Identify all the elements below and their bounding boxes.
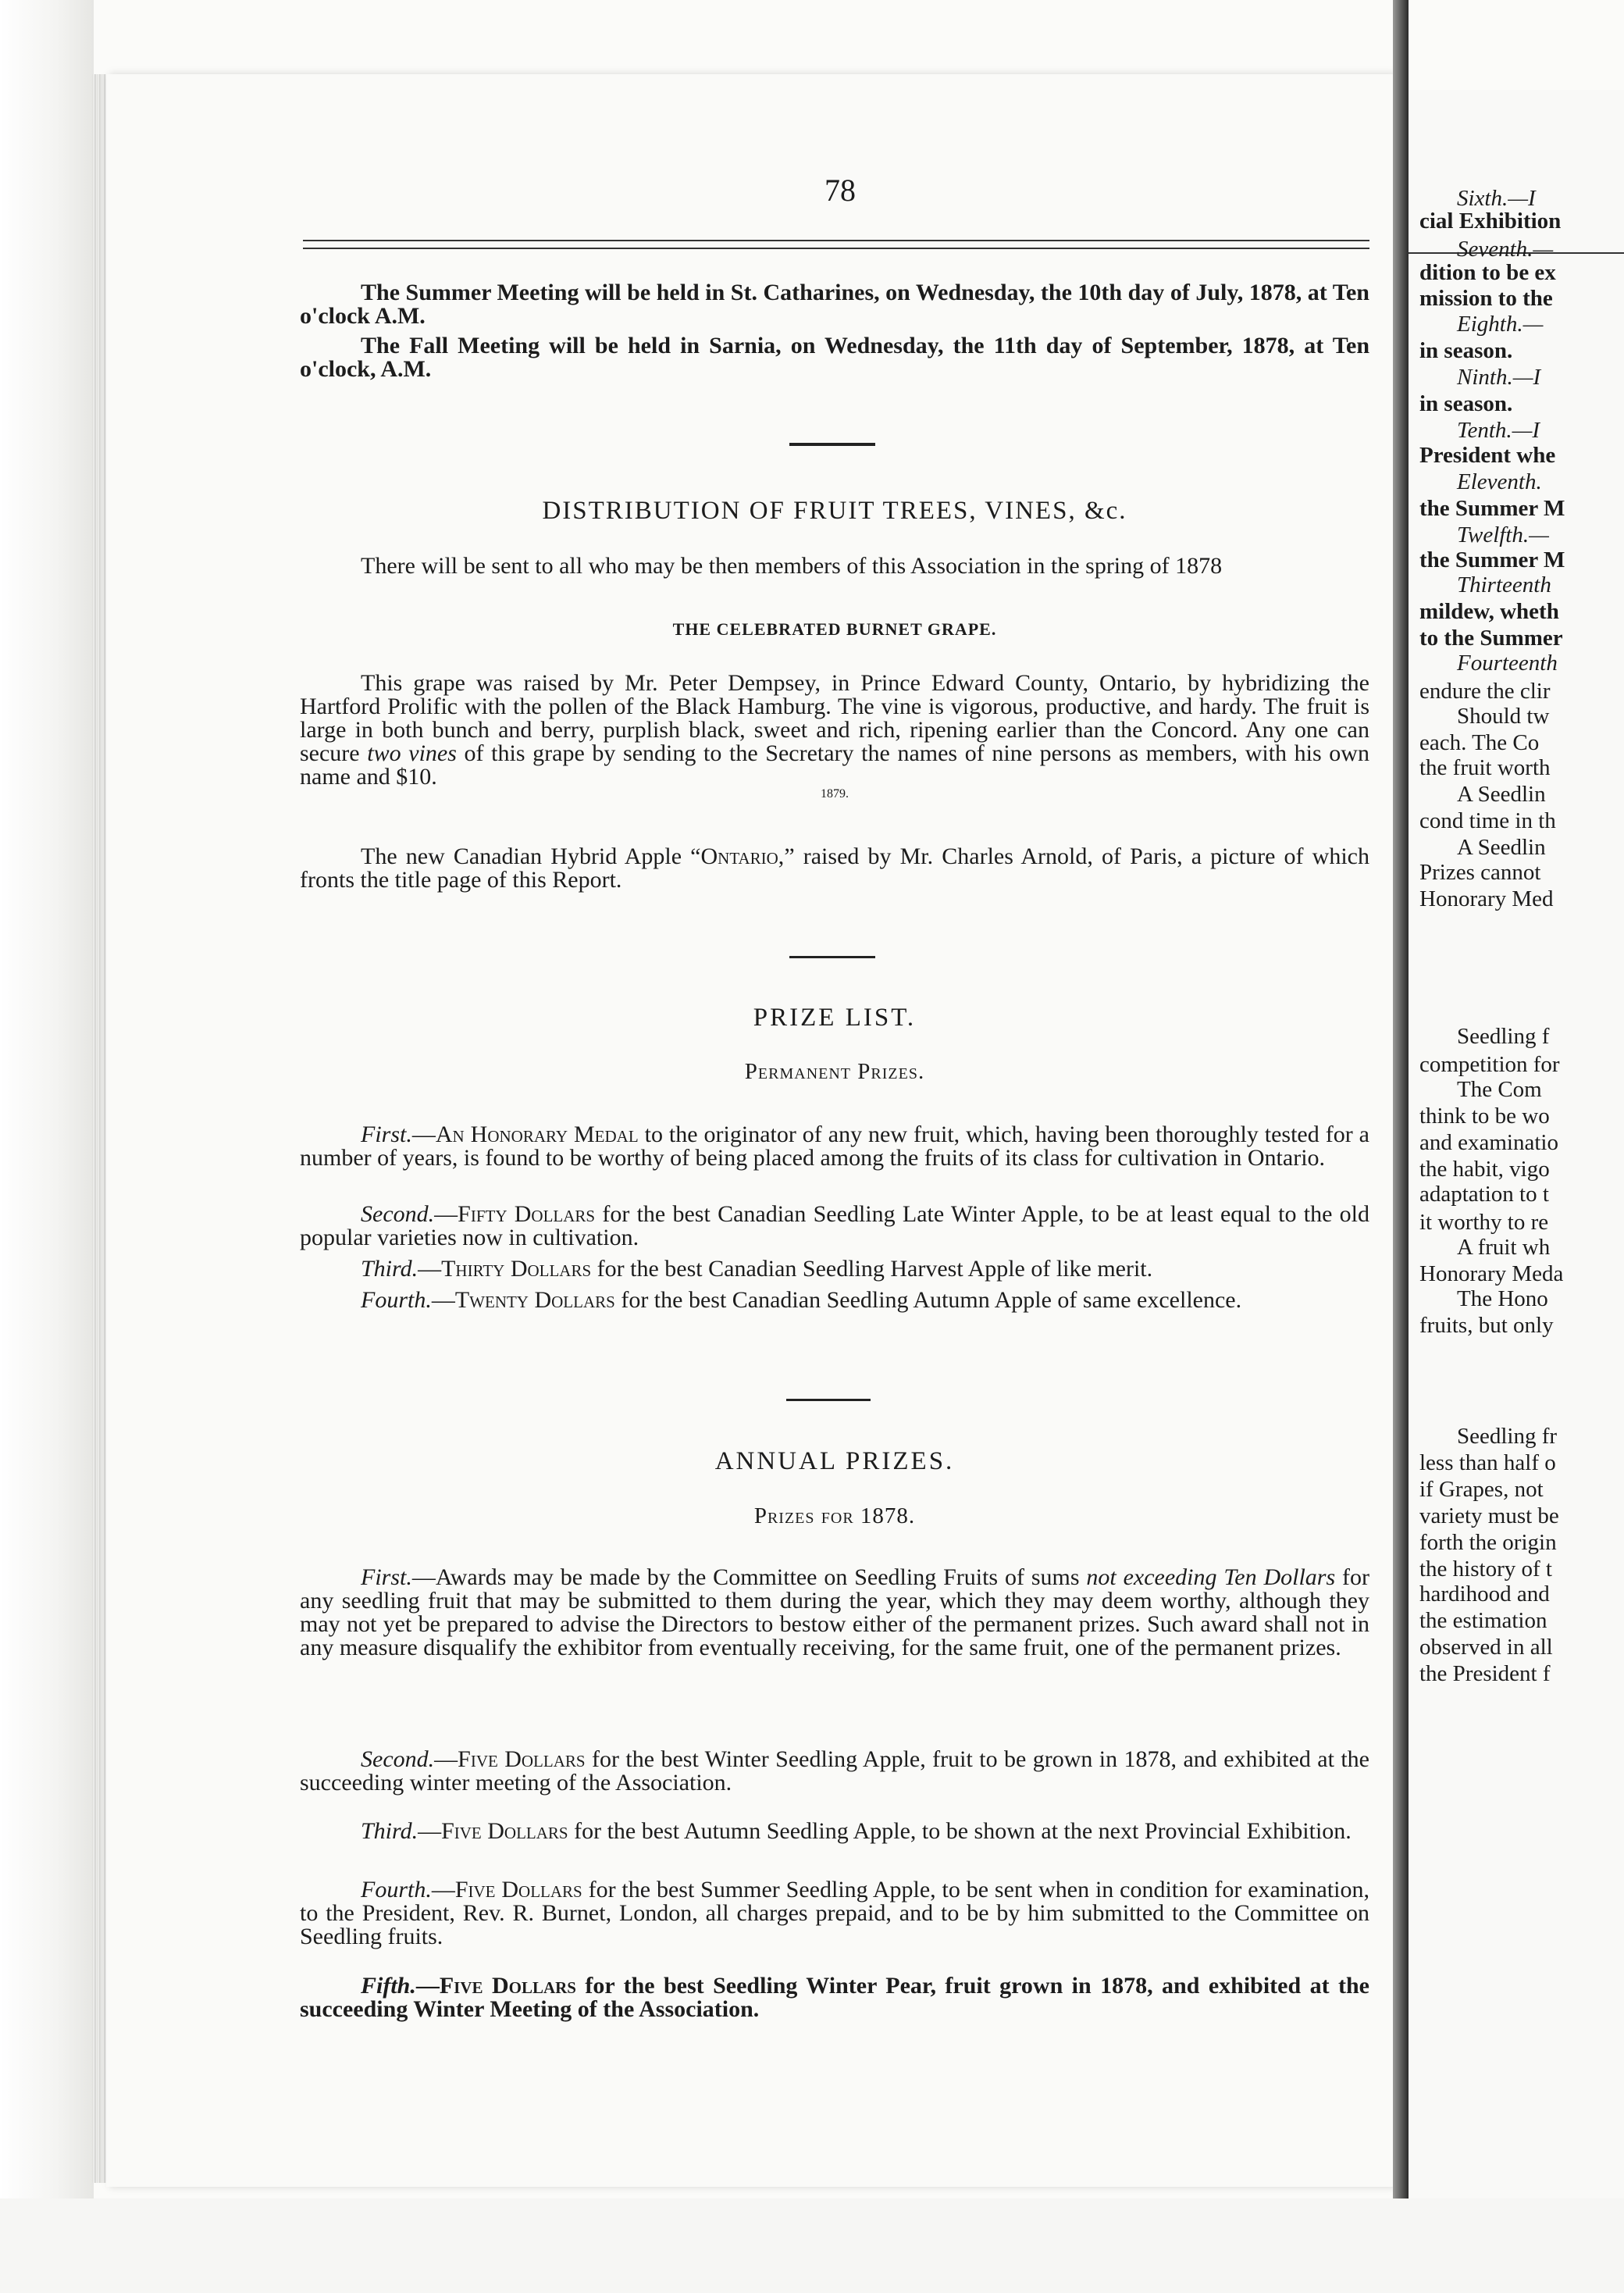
fall-meeting-notice: The Fall Meeting will be held in Sarnia, on Wednesday, the 11th day of September, 1878, at Ten o'clock, A.M. — [300, 333, 1369, 382]
next-page-line: think to be wo — [1419, 1104, 1550, 1129]
burnet-grape-description: This grape was raised by Mr. Peter Dempsey, in Prince Edward County, Ontario, by hybridizing the Hartford Prolific with the pollen of the Black Hamburg. The vine is vigorous, productive, and hardy. The fruit is large in both bunch and berry, purplish black, sweet and rich, ripening earlier than the Concord. Any one can secure two vines of this grape by sending to the Secretary the names of nine persons as members, with his own name and $10. — [300, 670, 1369, 790]
next-page-line: Sixth.—I — [1457, 186, 1536, 211]
next-page-line: if Grapes, not — [1419, 1477, 1544, 1502]
next-page-line: President whe — [1419, 443, 1556, 468]
next-page-line: competition for — [1419, 1052, 1560, 1077]
annual-prize-third: Third.—Five Dollars for the best Autumn Seedling Apple, to be shown at the next Provincial Exhibition. — [361, 1818, 1352, 1844]
next-page-line: cial Exhibition — [1419, 209, 1562, 234]
next-page-line: Eighth.— — [1457, 312, 1544, 337]
next-page-line: the President f — [1419, 1661, 1551, 1686]
book-page-edges — [92, 74, 106, 2183]
annual-prize-second: Second.—Five Dollars for the best Winter Seedling Apple, fruit to be grown in 1878, and exhibited at the succeeding winter meeting of the Association. — [300, 1746, 1369, 1796]
next-page-line: the habit, vigo — [1419, 1157, 1550, 1182]
next-page-line: Prizes cannot — [1419, 860, 1541, 885]
annual-prize-first: First.—Awards may be made by the Committee on Seedling Fruits of sums not exceeding Ten Dollars for any seedling fruit that may be submitted to them during the year, which they may deem worthy, although they may not yet be prepared to advise the Directors to bestow either of the permanent prizes. Such award shall not in any measure disqualify the exhibitor from eventually receiving, for the same fruit, one of the permanent prizes. — [300, 1564, 1370, 1660]
next-page-line: it worthy to re — [1419, 1210, 1549, 1235]
next-page-line: cond time in th — [1419, 808, 1556, 833]
next-page-line: Twelfth.— — [1457, 522, 1549, 547]
scan-bottom-margin — [0, 2198, 1624, 2293]
book-gutter — [1393, 0, 1409, 2293]
next-page-line: the history of t — [1419, 1557, 1552, 1582]
next-page-line: observed in all — [1419, 1635, 1553, 1660]
section-divider — [789, 956, 875, 958]
summer-meeting-notice: The Summer Meeting will be held in St. Catharines, on Wednesday, the 10th day of July, 1878, at Ten o'clock A.M. — [300, 280, 1369, 329]
permanent-prize-fourth: Fourth.—Twenty Dollars for the best Canadian Seedling Autumn Apple of same excellence. — [361, 1287, 1242, 1313]
next-page-line: in season. — [1419, 338, 1513, 363]
next-page-line: Tenth.—I — [1457, 418, 1540, 443]
prizes-1878-heading: Prizes for 1878. — [753, 1503, 916, 1528]
year-1879: 1879. — [821, 787, 849, 801]
permanent-prize-third: Third.—Thirty Dollars for the best Canadian Seedling Harvest Apple of like merit. — [361, 1256, 1153, 1282]
next-page-line: each. The Co — [1419, 730, 1540, 755]
annual-prizes-heading: ANNUAL PRIZES. — [714, 1447, 955, 1475]
next-page-line: Honorary Meda — [1419, 1261, 1564, 1286]
next-page-line: the Summer M — [1419, 547, 1565, 572]
next-page-line: variety must be — [1419, 1503, 1559, 1528]
next-page-line: the Summer M — [1419, 496, 1565, 521]
next-page-line: in season. — [1419, 391, 1513, 416]
section-divider — [786, 1399, 871, 1401]
next-page-line: Seedling fr — [1457, 1424, 1558, 1449]
next-page-line: forth the origin — [1419, 1530, 1557, 1555]
next-page-line: Eleventh. — [1457, 469, 1542, 494]
next-page-line: The Com — [1457, 1077, 1542, 1102]
section-divider — [789, 443, 875, 446]
next-page-line: fruits, but only — [1419, 1313, 1554, 1338]
permanent-prizes-heading: Permanent Prizes. — [744, 1059, 925, 1084]
next-page-line: and examinatio — [1419, 1130, 1558, 1155]
next-page-line: less than half o — [1419, 1450, 1556, 1475]
next-page-line: adaptation to t — [1419, 1182, 1549, 1207]
burnet-grape-heading: THE CELEBRATED BURNET GRAPE. — [672, 619, 997, 639]
next-page-fragment — [1409, 90, 1624, 2198]
next-page-line: the estimation — [1419, 1608, 1547, 1633]
next-page-line: the fruit worth — [1419, 755, 1551, 780]
next-page-line: mildew, wheth — [1419, 599, 1559, 624]
next-page-line: A Seedlin — [1457, 835, 1546, 860]
next-page-line: mission to the — [1419, 286, 1553, 311]
next-page-line: Seedling f — [1457, 1024, 1550, 1049]
next-page-line: A fruit wh — [1457, 1235, 1551, 1260]
next-page-line: The Hono — [1457, 1286, 1548, 1311]
permanent-prize-second: Second.—Fifty Dollars for the best Canadian Seedling Late Winter Apple, to be at least equal to the old popular varieties now in cultivation. — [300, 1201, 1370, 1250]
next-page-line: Honorary Med — [1419, 886, 1554, 911]
next-page-line: Seventh.— — [1457, 237, 1554, 262]
next-page-line: hardihood and — [1419, 1582, 1550, 1607]
prize-list-heading: PRIZE LIST. — [753, 1004, 917, 1032]
permanent-prize-first: First.—An Honorary Medal to the originator of any new fruit, which, having been thoroughly tested for a number of years, is found to be worthy of being placed among the fruits of its class for cultivation in Ontario. — [300, 1122, 1369, 1171]
annual-prize-fifth: Fifth.—Five Dollars for the best Seedling Winter Pear, fruit grown in 1878, and exhibited at the succeeding Winter Meeting of the Association. — [300, 1973, 1369, 2022]
distribution-intro: There will be sent to all who may be then members of this Association in the spring of 1878 — [361, 553, 1223, 579]
next-page-line: endure the clir — [1419, 679, 1551, 704]
next-page-line: to the Summer — [1419, 626, 1563, 651]
next-page-line: Fourteenth — [1457, 651, 1558, 676]
next-page-line: Should tw — [1457, 704, 1550, 729]
annual-prize-fourth: Fourth.—Five Dollars for the best Summer Seedling Apple, to be sent when in condition for examination, to the President, Rev. R. Burnet, London, all charges prepaid, and to be by him submitted to the Committee on Seedling fruits. — [300, 1877, 1369, 1949]
scan-margin — [0, 0, 94, 2293]
next-page-line: Thirteenth — [1457, 572, 1551, 597]
page-number: 78 — [824, 173, 856, 208]
header-rule — [303, 240, 1369, 249]
distribution-heading: DISTRIBUTION OF FRUIT TREES, VINES, &c. — [542, 497, 1127, 525]
next-page-line: dition to be ex — [1419, 260, 1556, 285]
next-page-line: A Seedlin — [1457, 782, 1546, 807]
ontario-apple-notice: The new Canadian Hybrid Apple “Ontario,” raised by Mr. Charles Arnold, of Paris, a picture of which fronts the title page of this Report. — [300, 843, 1369, 893]
next-page-line: Ninth.—I — [1457, 365, 1541, 390]
